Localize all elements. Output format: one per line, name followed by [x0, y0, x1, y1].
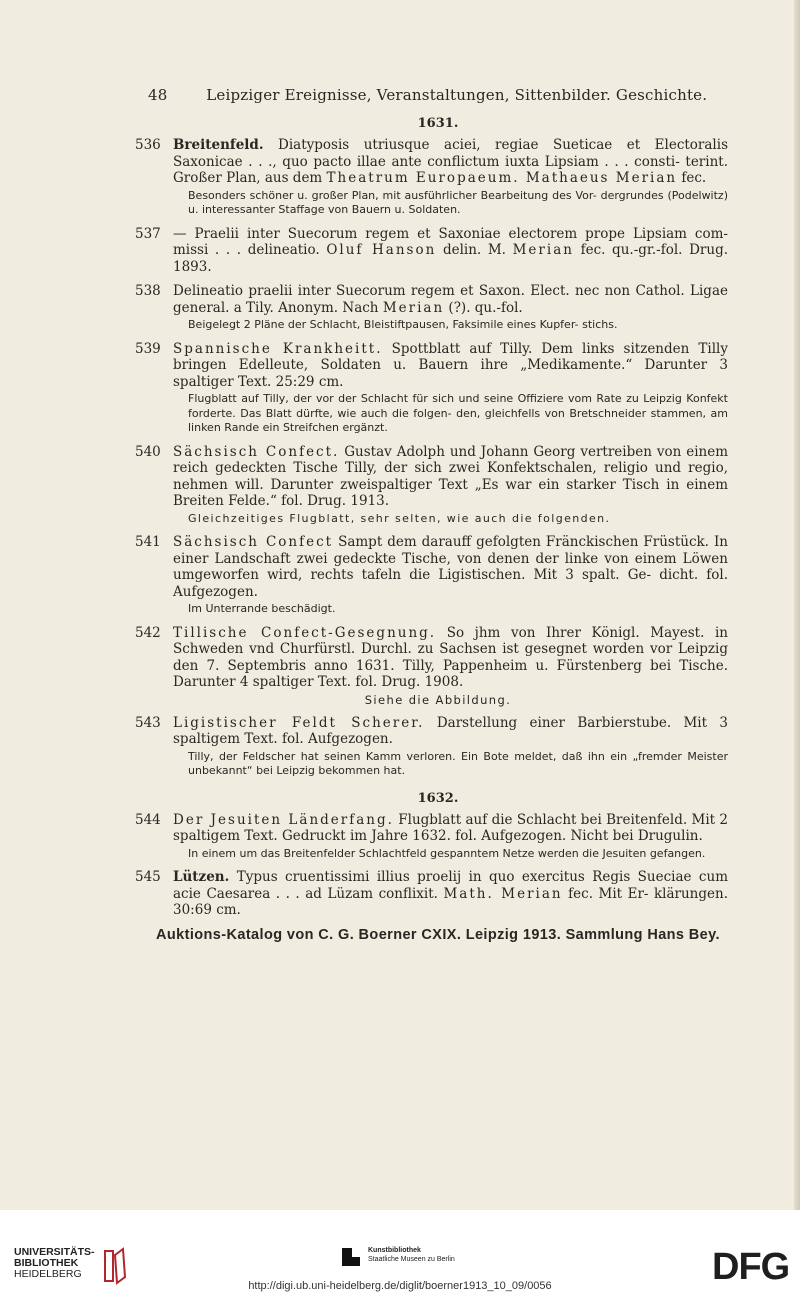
entry-text — [148, 341, 728, 391]
catalog-sections — [135, 116, 729, 919]
entry-number: 536 — [135, 137, 161, 153]
entry-text — [148, 869, 728, 919]
entry-lead-spaced: Spannische Krankheitt. — [173, 340, 383, 357]
running-title: Leipziger Ereignisse, Veranstaltungen, Sittenbilder. Geschichte. — [206, 86, 708, 104]
entry-description: Delineatio praelii inter Suecorum regem et Saxon. Elect. nec non Cathol. Ligae general. a Tily. Anonym. Nach — [173, 283, 728, 316]
catalog-entry — [135, 869, 728, 919]
running-head — [148, 86, 728, 104]
entry-lead-spaced: Der Jesuiten Länderfang. — [173, 811, 394, 828]
page-edge — [794, 0, 800, 1210]
catalog-entry — [135, 534, 728, 617]
entry-description-tail: (?). qu.-fol. — [444, 299, 523, 316]
entry-lead-spaced: Sächsisch Confect — [173, 534, 334, 550]
entry-note: Im Unterrande beschädigt. — [188, 602, 336, 615]
catalog-entry — [135, 624, 728, 707]
entry-note-centered: Siehe die Abbildung. — [364, 692, 512, 707]
entry-description-tail: fec. Mit Er- klärungen. 30:69 cm. — [173, 885, 728, 918]
catalog-entry — [135, 340, 728, 436]
entry-lead: Breitenfeld. — [173, 137, 264, 153]
entry-description: Flugblatt auf die Schlacht bei Breitenfeld. Mit 2 spaltigem Text. Gedruckt im Jahre 1632. fol. Aufgezogen. Nicht bei Drugulin. — [173, 811, 729, 844]
entry-text — [148, 283, 728, 316]
entry-lead-spaced: Tillische Confect-Gesegnung. — [173, 624, 437, 641]
entry-number: 540 — [135, 443, 161, 460]
kunstbibliothek-logo[interactable] — [340, 1246, 455, 1268]
entry-number: 539 — [135, 340, 161, 357]
entry-note: In einem um das Breitenfelder Schlachtfeld gespanntem Netze werden die Jesuiten gefangen. — [188, 846, 706, 860]
entry-number: 542 — [135, 624, 161, 641]
entry-text — [148, 444, 728, 510]
entry-spaced-name: Oluf Hanson — [326, 242, 437, 258]
entry-number: 538 — [135, 283, 161, 299]
uni-line-2: BIBLIOTHEK — [14, 1257, 79, 1269]
kb-line-1: Kunstbibliothek — [368, 1247, 421, 1254]
uni-line-1: UNIVERSITÄTS- — [14, 1246, 95, 1258]
entry-spaced-name: Math. Merian — [443, 885, 563, 902]
entry-spaced-name: Theatrum Europaeum. Mathaeus Merian — [326, 170, 678, 186]
entry-description-tail: fec. — [677, 170, 707, 186]
entry-description: So jhm von Ihrer Königl. Mayest. in Schweden vnd Churfürstl. Durchl. zu Sachsen ist gesegnet worden vor Leipzig den 7. Septembris anno 1631. Tilly, Pappenheim u. Fürstenberg bei Tische. Darunter 4 spaltiger Text. fol. Drug. 1908. — [173, 624, 728, 690]
entry-text — [148, 226, 728, 276]
entry-text — [148, 534, 728, 600]
entry-description: Darstellung einer Barbierstube. Mit 3 spaltigem Text. fol. Aufgezogen. — [173, 714, 728, 747]
catalog-entry — [135, 283, 728, 333]
entry-description: Typus cruentissimi illius proelij in quo exercitus Regis Sueciae cum acie Caesarea . . . ad Lüzam conflixit. — [173, 869, 728, 902]
entry-description-mid: delin. M. — [436, 242, 513, 258]
catalog-entry — [135, 225, 728, 276]
entry-note: Beigelegt 2 Pläne der Schlacht, Bleistiftpausen, Faksimile eines Kupfer- stichs. — [188, 318, 618, 331]
year-heading: 1632. — [417, 790, 459, 806]
page-number: 48 — [148, 86, 168, 104]
uni-line-3: HEIDELBERG — [14, 1268, 82, 1280]
entry-text — [148, 137, 728, 187]
kunstbibliothek-mark-icon — [340, 1246, 362, 1268]
entry-lead-spaced: Sächsisch Confect. — [173, 443, 340, 460]
dfg-logo[interactable]: DFG — [712, 1246, 790, 1288]
kb-line-2: Staatliche Museen zu Berlin — [368, 1256, 455, 1263]
entry-note: Flugblatt auf Tilly, der vor der Schlacht für sich und seine Offiziere vom Rate zu Leipzig Konfekt forderte. Das Blatt dürfte, wie auch die folgen- den, gleichfells von Bretschneider stammen, am linken Rande ein Streifchen ergänzt. — [188, 392, 728, 434]
entry-description: Diatyposis utriusque aciei, regiae Sueticae et Electoralis Saxonicae . . ., quo pacto illae ante conflictum iuxta Lipsiam . . . consti- terint. Großer Plan, aus dem — [173, 137, 728, 186]
catalog-entry — [135, 811, 729, 862]
entry-spaced-name: Merian — [512, 242, 574, 258]
entry-text — [148, 812, 728, 845]
entry-description: Gustav Adolph und Johann Georg vertreiben von einem reich gedeckten Tische Tilly, der sich zwei Konfektschalen, religio und regio, nehmen will. Darunter zweispaltiger Text „Es war ein starker Tisch in einem Breiten Felde.“ fol. Drug. 1913. — [173, 443, 729, 509]
catalog-entry — [135, 443, 729, 527]
entry-note: Tilly, der Feldscher hat seinen Kamm verloren. Ein Bote meldet, daß ihn ein „fremder Meister unbekannt“ bei Leipzig bekommen hat. — [188, 749, 728, 777]
entry-number: 545 — [135, 869, 161, 885]
entry-number: 537 — [135, 225, 161, 242]
page-content — [135, 86, 729, 943]
entry-description-tail: fec. qu.-gr.-fol. Drug. 1893. — [173, 242, 728, 275]
entry-note: Gleichzeitiges Flugblatt, sehr selten, wie auch die folgenden. — [188, 511, 611, 525]
entry-lead: Lützen. — [173, 869, 230, 885]
entry-number: 541 — [135, 534, 161, 550]
kunstbibliothek-name — [368, 1246, 455, 1264]
catalog-footer-line: Auktions-Katalog von C. G. Boerner CXIX. Leipzig 1913. Sammlung Hans Bey. — [156, 926, 720, 943]
entry-text — [148, 625, 728, 691]
entry-number: 544 — [135, 811, 161, 828]
catalog-entry — [135, 137, 728, 218]
entry-spaced-name: Merian — [382, 299, 445, 316]
entry-text — [148, 715, 728, 748]
catalog-entry — [135, 714, 728, 779]
year-heading: 1631. — [417, 116, 459, 131]
entry-note: Besonders schöner u. großer Plan, mit ausführlicher Bearbeitung des Vor- dergrundes (Podelwitz) u. interessanter Staffage von Bauern u. Soldaten. — [188, 188, 728, 216]
entry-description: Spottblatt auf Tilly. Dem links sitzenden Tilly bringen Edelleute, Soldaten u. Bauern ihre „Medikamente.“ Darunter 3 spaltiger Text. 25:29 cm. — [173, 340, 728, 390]
entry-description: — Praelii inter Suecorum regem et Saxoniae electorem prope Lipsiam com- missi . . . delineatio. — [173, 225, 728, 258]
entry-lead-spaced: Ligistischer Feldt Scherer. — [173, 714, 425, 731]
entry-description: Sampt dem darauff gefolgten Fränckischen Früstück. In einer Landschaft zwei gedeckte Tische, von denen der linke von einem Löwen umgeworfen wird, rechts tafeln die Ligistischen. Mit 3 spalt. Ge- dicht. fol. Aufgezogen. — [173, 534, 728, 600]
entry-number: 543 — [135, 714, 161, 731]
source-url[interactable]: http://digi.ub.uni-heidelberg.de/diglit/boerner1913_10_09/0056 — [248, 1280, 552, 1292]
university-library-name — [14, 1247, 95, 1280]
